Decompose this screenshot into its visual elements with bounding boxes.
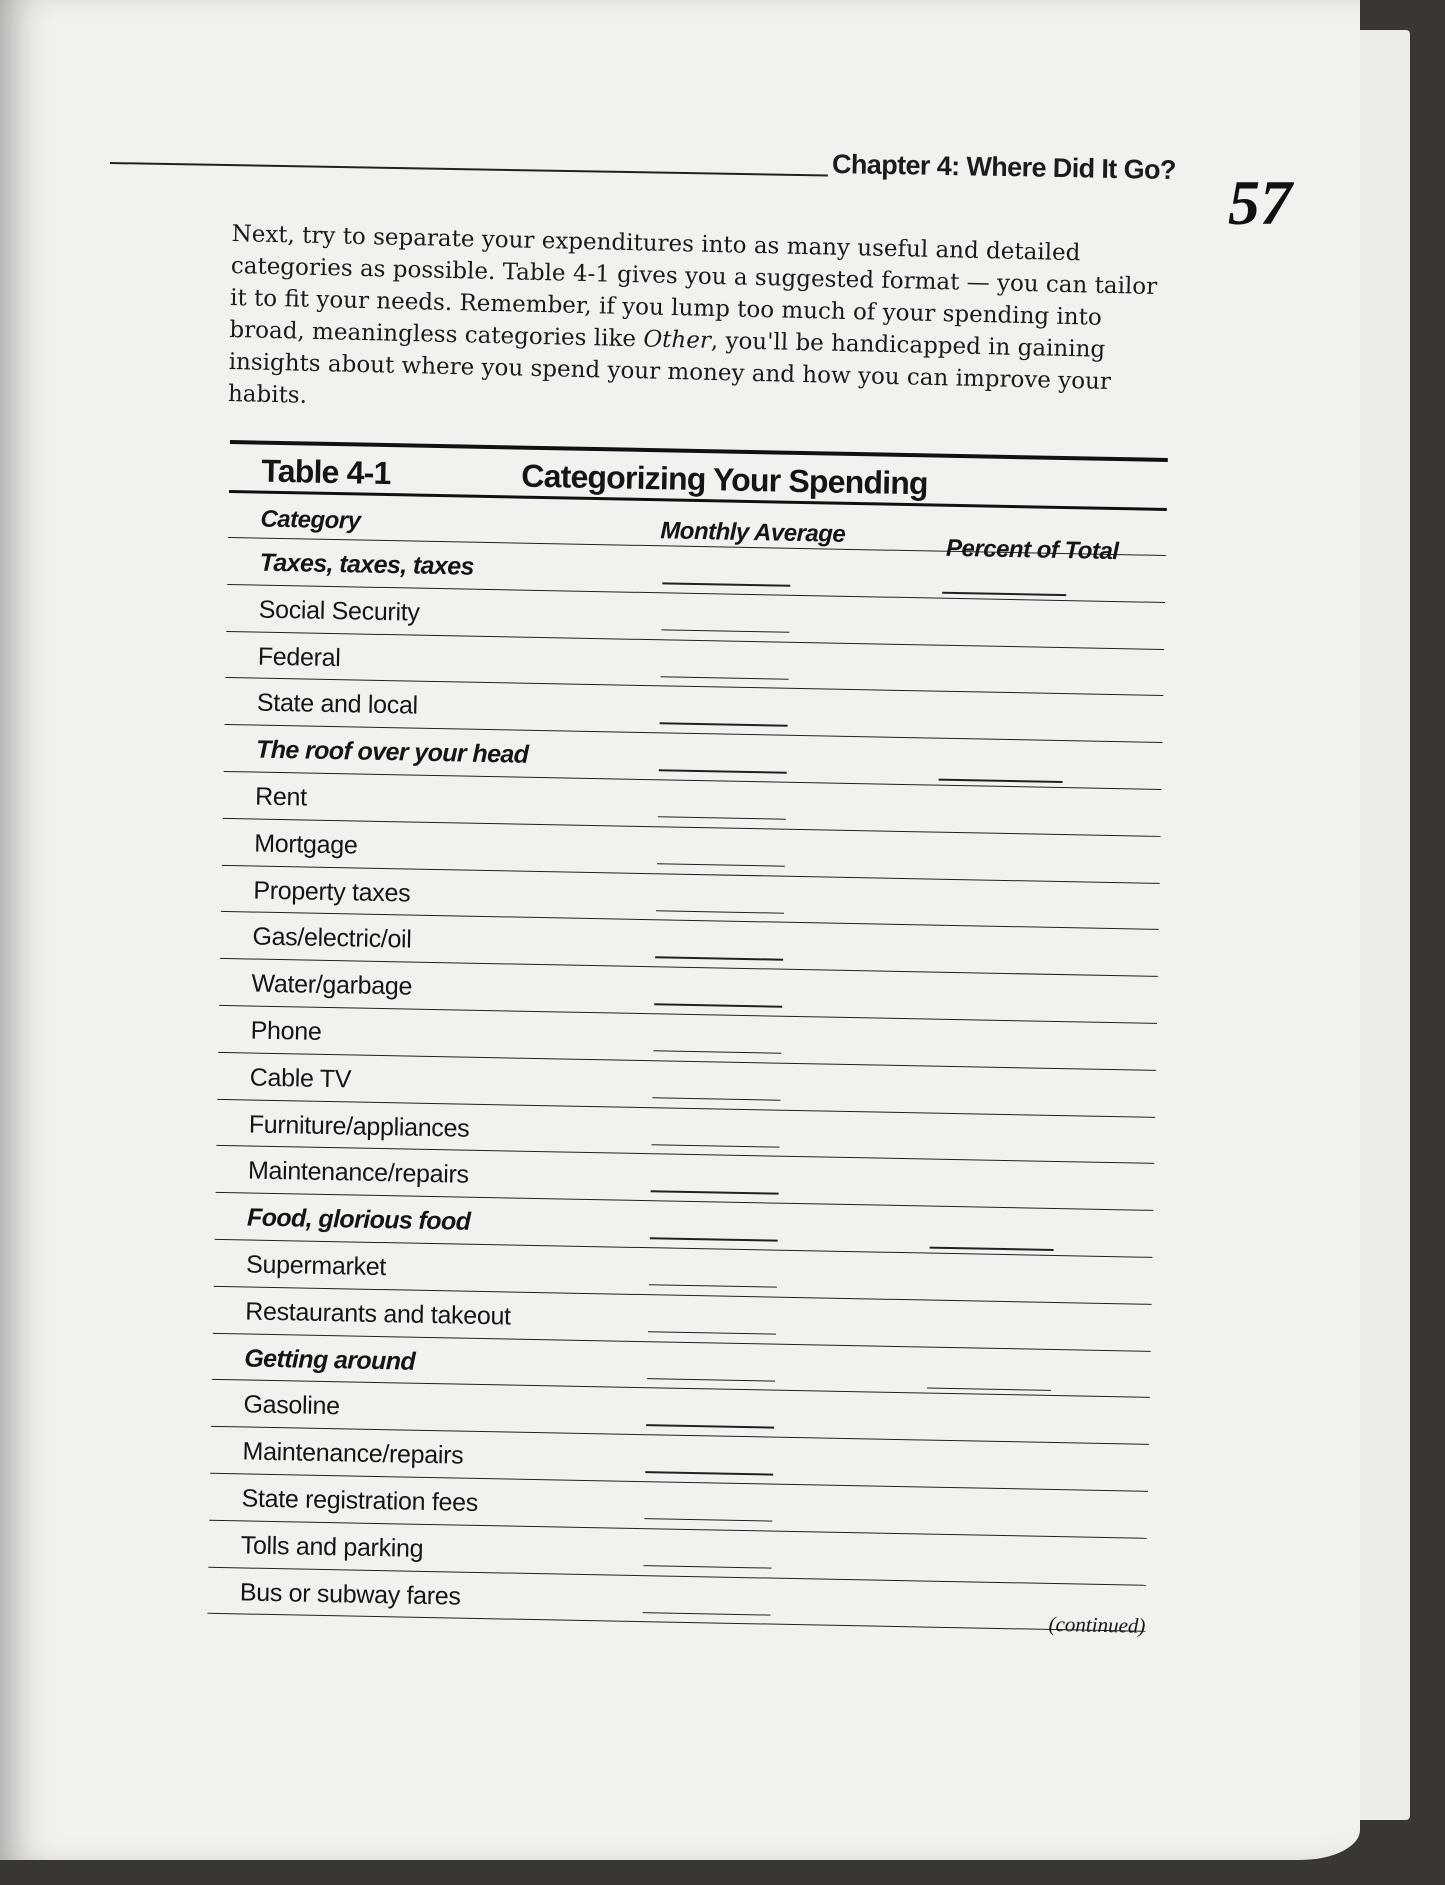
- monthly-average-blank: [661, 629, 789, 633]
- category-label: Phone: [250, 1016, 322, 1046]
- table-title: Categorizing Your Spending: [521, 457, 929, 502]
- category-label: Cable TV: [249, 1063, 352, 1094]
- category-label: Rent: [254, 782, 308, 812]
- section-label: The roof over your head: [255, 735, 529, 769]
- monthly-average-blank: [662, 582, 790, 586]
- monthly-average-blank: [643, 1612, 771, 1616]
- monthly-average-blank: [658, 816, 786, 820]
- column-header-category: Category: [260, 505, 361, 535]
- monthly-average-blank: [643, 1565, 771, 1569]
- monthly-average-blank: [646, 1425, 774, 1429]
- table-number: Table 4-1: [261, 452, 391, 492]
- category-label: Maintenance/repairs: [247, 1156, 470, 1190]
- category-label: Mortgage: [253, 829, 358, 860]
- monthly-average-blank: [650, 1237, 778, 1241]
- category-label: Maintenance/repairs: [242, 1437, 464, 1470]
- column-header-monthly-average: Monthly Average: [660, 517, 846, 548]
- monthly-average-blank: [661, 676, 789, 680]
- section-label: Food, glorious food: [246, 1203, 471, 1236]
- category-label: Restaurants and takeout: [245, 1297, 512, 1331]
- monthly-average-blank: [652, 1097, 780, 1101]
- monthly-average-blank: [657, 863, 785, 867]
- intro-text-start: Next, try to separate your expenditures into as many useful and detailed categories as possible. Table 4-1 gives you a suggested format — you can tailor it to fit your needs. Remember, if you lump too much of your spending into broad, meaningless categories like: [229, 220, 1158, 353]
- header-rule: [110, 162, 828, 177]
- percent-of-total-blank: [930, 1247, 1054, 1251]
- intro-italic-word: Other: [643, 326, 712, 354]
- monthly-average-blank: [647, 1378, 775, 1382]
- category-label: Supermarket: [245, 1250, 387, 1282]
- monthly-average-blank: [652, 1144, 780, 1148]
- intro-paragraph: [228, 218, 1162, 431]
- monthly-average-blank: [655, 957, 783, 961]
- category-label: Water/garbage: [251, 969, 413, 1001]
- category-label: Property taxes: [253, 876, 411, 908]
- monthly-average-blank: [654, 1003, 782, 1007]
- category-label: Furniture/appliances: [248, 1110, 470, 1143]
- category-label: State and local: [256, 688, 419, 721]
- column-header-percent-of-total: Percent of Total: [945, 534, 1119, 566]
- percent-of-total-blank: [939, 779, 1063, 783]
- intro-text-end: , you'll be handicapped in gaining insights about where you spend your money and how you can improve your habits.: [227, 327, 1112, 409]
- monthly-average-blank: [653, 1050, 781, 1054]
- continued-note: (continued): [1048, 1611, 1146, 1638]
- category-label: Bus or subway fares: [239, 1577, 461, 1611]
- section-label: Getting around: [244, 1343, 416, 1376]
- running-head: Chapter 4: Where Did It Go?: [831, 149, 1177, 185]
- percent-of-total-blank: [927, 1387, 1051, 1391]
- monthly-average-blank: [648, 1331, 776, 1335]
- monthly-average-blank: [659, 769, 787, 773]
- percent-of-total-blank: [942, 592, 1066, 596]
- category-label: Social Security: [258, 595, 420, 627]
- monthly-average-blank: [649, 1284, 777, 1288]
- monthly-average-blank: [645, 1471, 773, 1475]
- table-body: [207, 538, 1165, 1632]
- category-label: Gas/electric/oil: [252, 922, 412, 954]
- monthly-average-blank: [660, 723, 788, 727]
- category-label: Federal: [257, 642, 341, 672]
- category-label: Tolls and parking: [240, 1531, 424, 1563]
- monthly-average-blank: [656, 910, 784, 914]
- category-label: Gasoline: [243, 1390, 341, 1421]
- monthly-average-blank: [644, 1518, 772, 1522]
- section-label: Taxes, taxes, taxes: [259, 548, 475, 581]
- page-number: 57: [1228, 167, 1292, 238]
- category-label: State registration fees: [241, 1484, 479, 1517]
- monthly-average-blank: [651, 1191, 779, 1195]
- spending-table: [207, 440, 1167, 1638]
